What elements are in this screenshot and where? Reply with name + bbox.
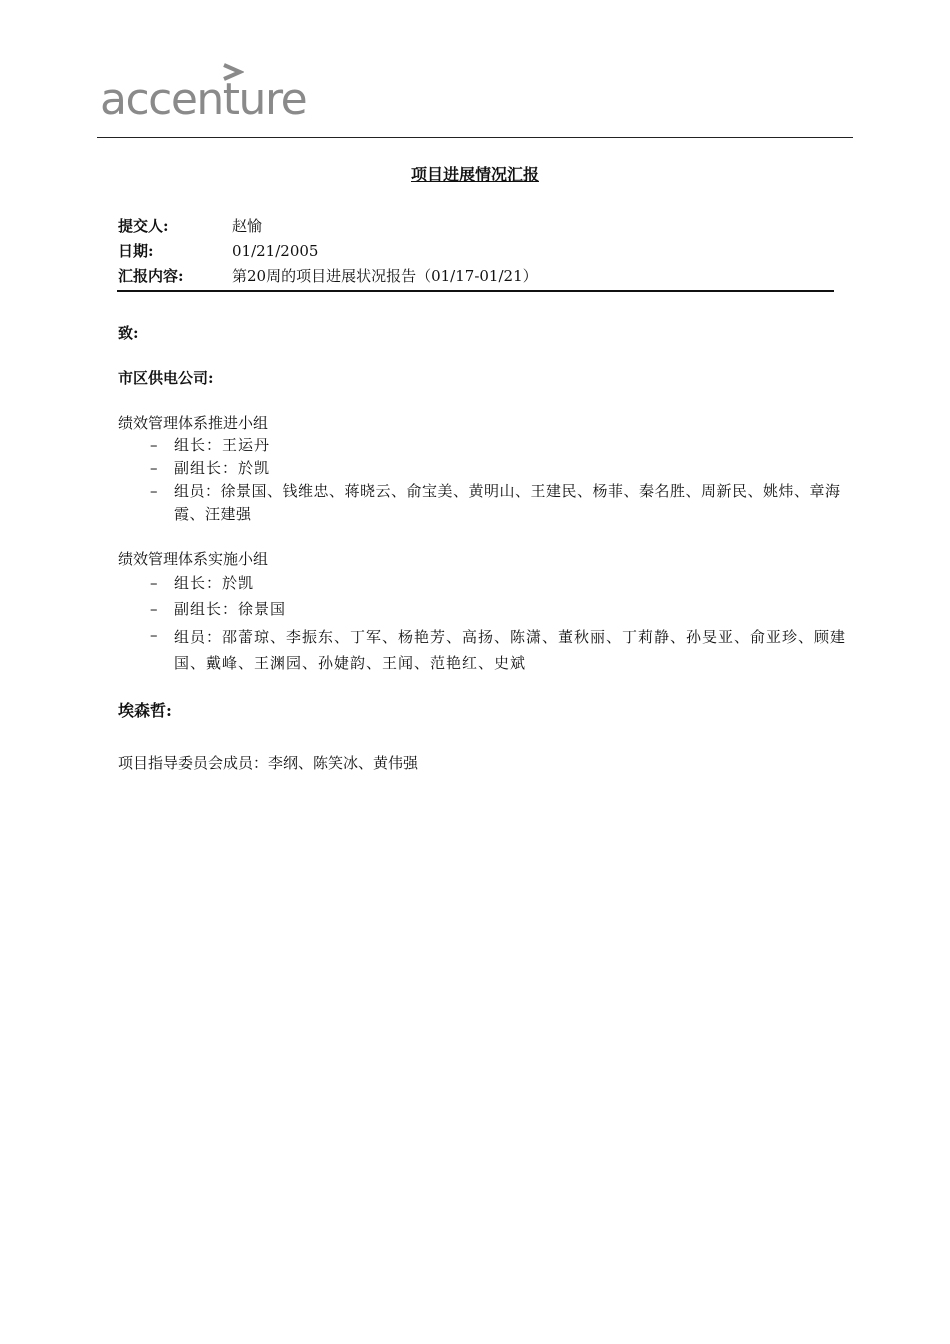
accenture-logo <box>100 58 330 128</box>
header-divider <box>97 137 853 138</box>
logo-wordmark: accenture <box>100 74 307 125</box>
meta-divider <box>117 290 834 292</box>
bullet-dash: – <box>150 459 158 477</box>
meta-label: 提交人: <box>118 217 169 235</box>
meta-value: 第20周的项目进展状况报告（01/17-01/21） <box>232 267 538 285</box>
list-item: 副组长：於凯 <box>174 459 271 477</box>
list-item: 组长：王运丹 <box>174 436 271 454</box>
group-name: 绩效管理体系实施小组 <box>118 550 269 568</box>
to-label: 致: <box>118 324 139 342</box>
list-item: 副组长：徐景国 <box>174 600 287 618</box>
accenture-label: 埃森哲: <box>118 701 172 720</box>
bullet-dash: – <box>150 482 158 500</box>
meta-label: 汇报内容: <box>118 267 184 285</box>
company-label: 市区供电公司: <box>118 369 214 387</box>
group-name: 绩效管理体系推进小组 <box>118 414 269 432</box>
bullet-dash: – <box>150 600 158 618</box>
meta-label: 日期: <box>118 242 154 260</box>
bullet-dash: – <box>150 574 158 592</box>
bullet-dash: – <box>150 436 158 454</box>
list-item: 组员：邵蕾琼、李振东、丁军、杨艳芳、高扬、陈潇、董秋丽、丁莉静、孙旻亚、俞亚珍、顾建国、戴峰、王渊园、孙婕韵、王闻、范艳红、史斌 <box>174 628 847 672</box>
meta-value: 赵愉 <box>232 217 263 235</box>
meta-value: 01/21/2005 <box>232 242 319 260</box>
list-item: 组长：於凯 <box>174 574 255 592</box>
list-item: 组员：徐景国、钱维忠、蒋晓云、俞宝美、黄明山、王建民、杨菲、秦名胜、周新民、姚炜、章海霞、汪建强 <box>174 482 841 523</box>
steering-committee: 项目指导委员会成员：李纲、陈笑冰、黄伟强 <box>118 754 419 772</box>
document-title: 项目进展情况汇报 <box>410 165 539 184</box>
bullet-dash: – <box>150 626 158 644</box>
